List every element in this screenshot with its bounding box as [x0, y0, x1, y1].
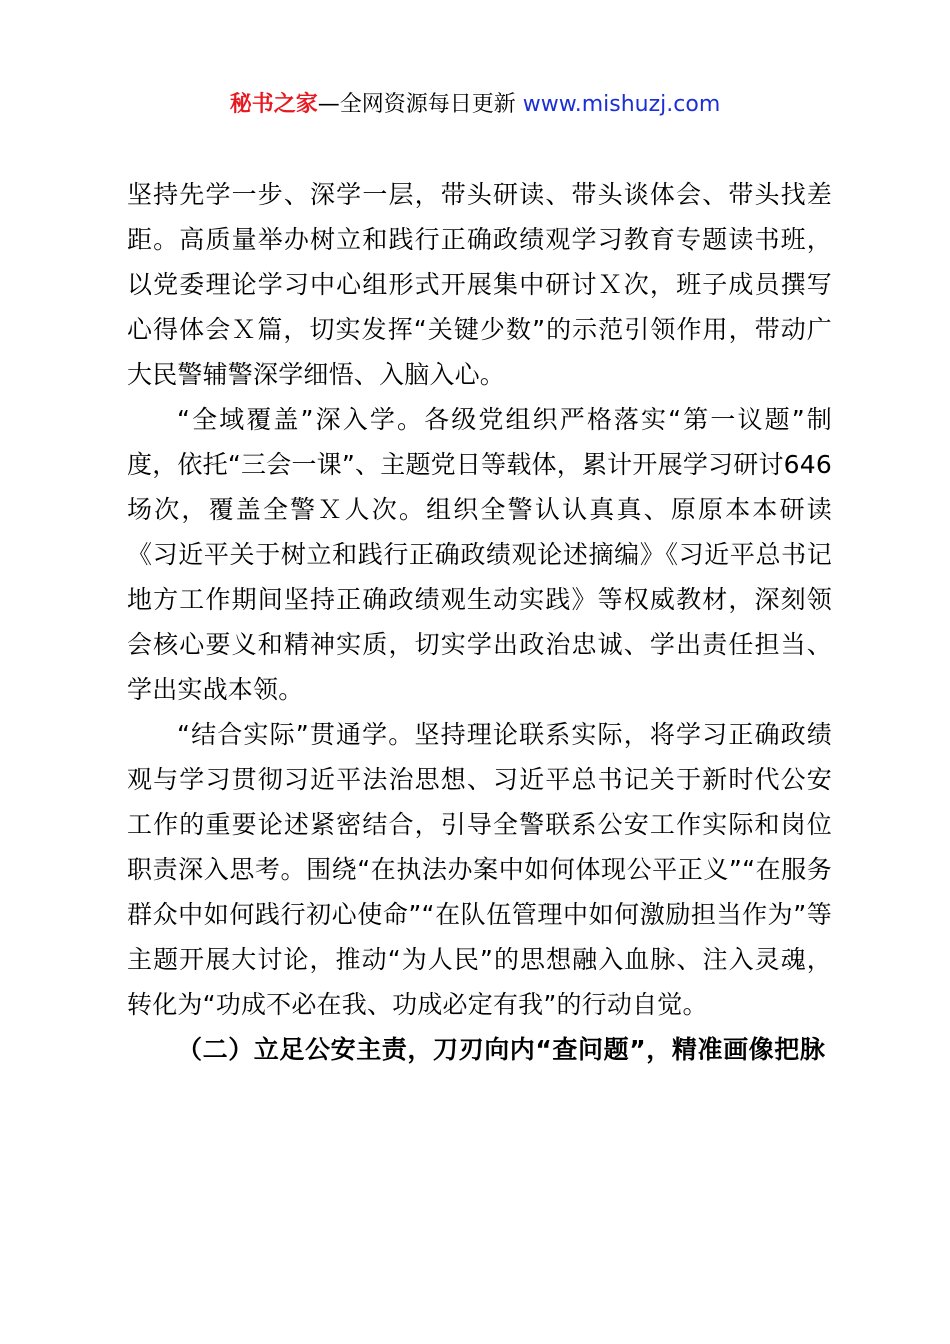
section-heading: （二）立足公安主责，刀刃向内“查问题”，精准画像把脉 — [177, 1035, 826, 1064]
site-tagline: —全网资源每日更新 — [317, 92, 523, 117]
site-header — [0, 88, 950, 122]
body-paragraph-continued: 坚持先学一步、深学一层，带头研读、带头谈体会、带头找差距。高质量举办树立和践行正确政绩观学习教育专题读书班，以党委理论学习中心组形式开展集中研讨Ｘ次，班子成员撰写心得体会Ｘ篇，切实发挥“关键少数”的示范引领作用，带动广大民警辅警深学细悟、入脑入心。 — [127, 180, 832, 389]
document-body — [127, 172, 832, 1072]
body-paragraph-practical: “结合实际”贯通学。坚持理论联系实际，将学习正确政绩观与学习贯彻习近平法治思想、习近平总书记关于新时代公安工作的重要论述紧密结合，引导全警联系公安工作实际和岗位职责深入思考。围绕“在执法办案中如何体现公平正义”“在服务群众中如何践行初心使命”“在队伍管理中如何激励担当作为”等主题开展大讨论，推动“为人民”的思想融入血脉、注入灵魂，转化为“功成不必在我、功成必定有我”的行动自觉。 — [127, 720, 832, 1019]
site-url-link[interactable]: www.mishuzj.com — [522, 92, 721, 117]
site-brand: 秘书之家 — [229, 92, 318, 117]
body-paragraph-full-coverage: “全域覆盖”深入学。各级党组织严格落实“第一议题”制度，依托“三会一课”、主题党日等载体，累计开展学习研讨646场次，覆盖全警Ｘ人次。组织全警认认真真、原原本本研读《习近平关于树立和践行正确政绩观论述摘编》《习近平总书记地方工作期间坚持正确政绩观生动实践》等权威教材，深刻领会核心要义和精神实质，切实学出政治忠诚、学出责任担当、学出实战本领。 — [127, 405, 832, 704]
